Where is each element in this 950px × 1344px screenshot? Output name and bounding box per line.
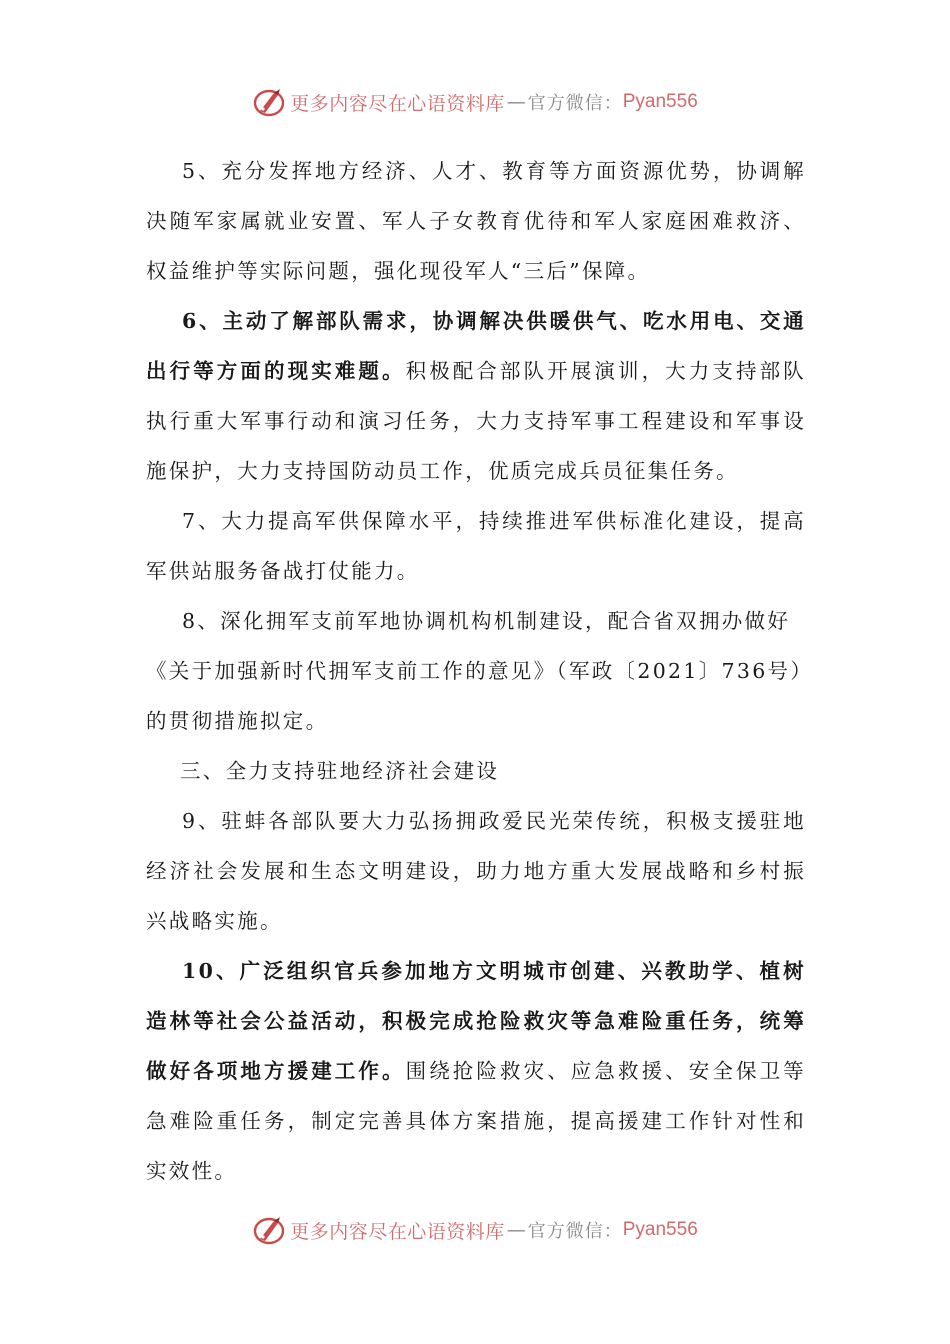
- paragraph-10-text: 围绕抢险救灾、应急救援、安全保卫等急难险重任务，制定完善具体方案措施，提高援建工作针对性和实效性。: [146, 1059, 806, 1183]
- banner-wechat-id: Pyan556: [622, 91, 698, 112]
- paragraph-6-text: 积极配合部队开展演训，大力支持部队执行重大军事行动和演习任务，大力支持军事工程建设和军事设施保护，大力支持国防动员工作，优质完成兵员征集任务。: [146, 359, 806, 483]
- header-banner: [0, 82, 950, 122]
- banner-separator: —: [506, 91, 526, 113]
- pen-logo-icon: [252, 1213, 286, 1247]
- banner-wechat-label: 官方微信：: [527, 1221, 623, 1242]
- footer-banner: [0, 1210, 950, 1250]
- paragraph-7: 7、大力提高军供保障水平，持续推进军供标准化建设，提高军供站服务备战打仗能力。: [146, 509, 806, 583]
- paragraph-9: 9、驻蚌各部队要大力弘扬拥政爱民光荣传统，积极支援驻地经济社会发展和生态文明建设，助力地方重大发展战略和乡村振兴战略实施。: [146, 809, 806, 933]
- paragraph-8-line-3: 的贯彻措施拟定。: [146, 709, 329, 733]
- paragraph-5: 5、充分发挥地方经济、人才、教育等方面资源优势，协调解决随军家属就业安置、军人子女教育优待和军人家庭困难救济、权益维护等实际问题，强化现役军人“三后”保障。: [146, 159, 806, 283]
- banner-wechat-id: Pyan556: [622, 1219, 698, 1240]
- paragraph-8: [146, 596, 814, 746]
- pen-logo-icon: [252, 85, 286, 119]
- paragraph-6-bold: 6、主动了解部队需求，协调解决供暖供气、吃水用电、交通出行等方面的现实难题。: [146, 309, 806, 383]
- paragraph-6: [146, 296, 806, 496]
- document-body: [146, 146, 814, 1196]
- banner-brand-text: 更多内容尽在心语资料库: [290, 1220, 505, 1243]
- paragraph-10: [146, 946, 806, 1196]
- banner-brand-text: 更多内容尽在心语资料库: [290, 92, 505, 115]
- section-heading-3: 三、全力支持驻地经济社会建设: [180, 759, 500, 783]
- paragraph-10-bold: 10、广泛组织官兵参加地方文明城市创建、兴教助学、植树造林等社会公益活动，积极完成抢险救灾等急难险重任务，统筹做好各项地方援建工作。: [146, 959, 806, 1083]
- banner-separator: —: [506, 1219, 526, 1241]
- paragraph-8-line-2: 《关于加强新时代拥军支前工作的意见》（军政〔2021〕736号）: [146, 659, 814, 683]
- paragraph-8-line-1: 8、深化拥军支前军地协调机构机制建设，配合省双拥办做好: [182, 609, 791, 633]
- banner-wechat-label: 官方微信：: [527, 93, 623, 114]
